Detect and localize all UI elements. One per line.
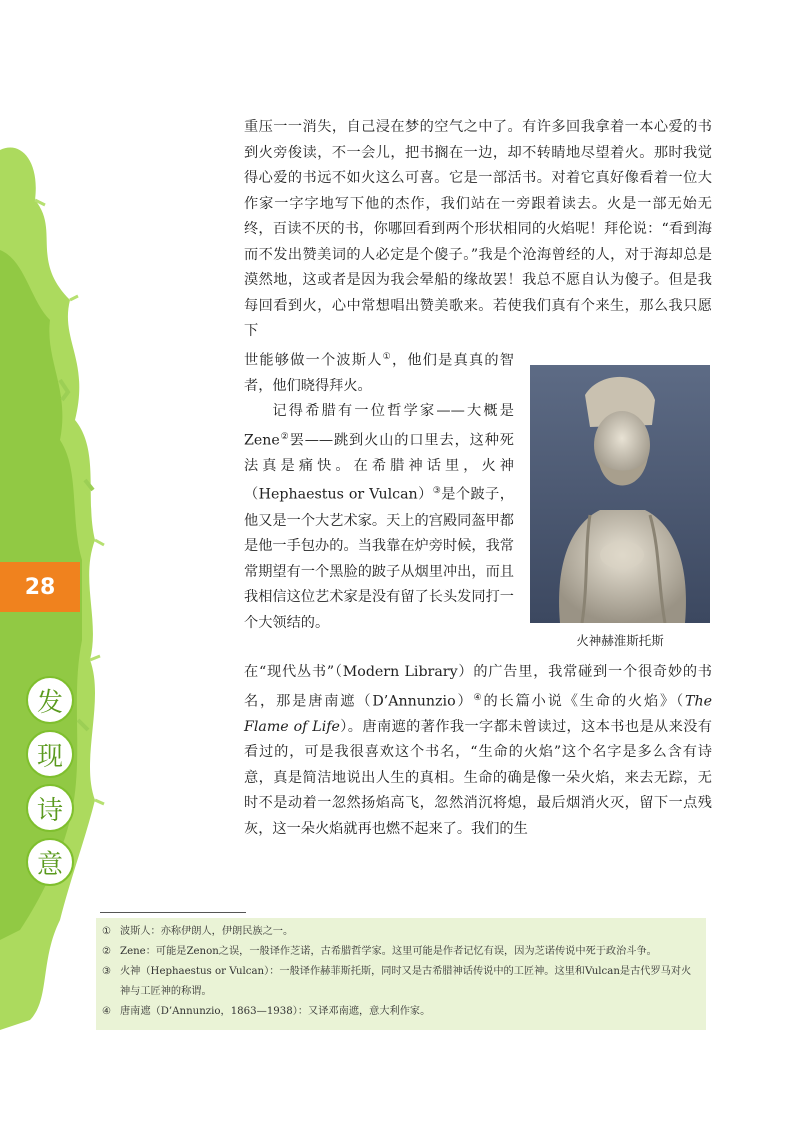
paragraph-3-c: ）。唐南遮的著作我一字都未曾读过，这本书也是从来没有看过的，可是我很喜欢这个书名，“生命的火焰”这个名字是多么含有诗意，真是简洁地说出人生的真相。生命的确是像一朵火焰，来去无踪，无时不是动着一忽然扬焰高飞，忽然消沉将熄，最后烟消火灭，留下一点残灰，这一朵火焰就再也燃不起来了。我们的生 xyxy=(244,718,712,837)
footnote xyxy=(102,1002,700,1022)
paragraph-1-cont-a: 世能够做一个波斯人 xyxy=(244,352,383,369)
footnote xyxy=(102,922,700,942)
page-number-tab xyxy=(0,562,80,612)
footnote-ref-3[interactable]: ③ xyxy=(432,486,442,497)
paragraph-1-cont-b: ，他们是真真的智者，他们晓得拜火。 xyxy=(244,352,514,394)
section-title-char: 现 xyxy=(26,730,74,778)
footnote-text: Zene：可能是Zenon之误，一般译作芝诺，古希腊哲学家。这里可能是作者记忆有误，因为芝诺传说中死于政治斗争。 xyxy=(120,946,657,957)
body-text-bottom xyxy=(244,660,712,842)
paragraph-3 xyxy=(244,660,712,842)
paragraph-2 xyxy=(244,399,514,636)
footnote-divider xyxy=(100,912,246,913)
paragraph-3-b: 的长篇小说《生命的火焰》（ xyxy=(483,693,685,710)
statue-photo xyxy=(530,365,710,623)
footnote-mark: ② xyxy=(102,946,112,957)
section-title-vertical xyxy=(20,676,82,892)
footnote-ref-2[interactable]: ② xyxy=(279,431,290,442)
footnote-text: 波斯人：亦称伊朗人，伊朗民族之一。 xyxy=(120,926,294,937)
page-number: 28 xyxy=(24,574,56,600)
book-title-english: The Flame of Life xyxy=(244,693,712,735)
paragraph-1-continued xyxy=(244,345,514,400)
footnote-mark: ③ xyxy=(102,966,112,977)
footnote xyxy=(102,942,700,962)
footnote-ref-4[interactable]: ④ xyxy=(473,692,484,703)
footnote-text: 火神（Hephaestus or Vulcan）：一般译作赫菲斯托斯，同时又是古希腊神话传说中的工匠神。这里和Vulcan是古代罗马对火神与工匠神的称谓。 xyxy=(120,966,692,997)
paragraph-2-c: 是个跛子，他又是一个大艺术家。天上的宫殿同盔甲都是他一手包办的。当我靠在炉旁时候，我常常期望有一个黑脸的跛子从烟里冲出，而且我相信这位艺术家是没有留了长头发同打一个大领结的。 xyxy=(244,487,514,631)
footnote-text: 唐南遮（D’Annunzio，1863—1938）：又译邓南遮，意大利作家。 xyxy=(120,1006,431,1017)
figure-caption: 火神赫淮斯托斯 xyxy=(576,633,664,648)
paragraph-3-a: 在“现代丛书”（Modern Library）的广告里，我常碰到一个很奇妙的书名，那是唐南遮（D’Annunzio） xyxy=(244,664,712,710)
footnote xyxy=(102,962,700,1002)
footnote-mark: ④ xyxy=(102,1006,112,1017)
paragraph-2-b: 罢——跳到火山的口里去，这种死法真是痛快。在希腊神话里，火神（Hephaestus or Vulcan） xyxy=(244,432,514,504)
section-title-char: 发 xyxy=(26,676,74,724)
paragraph-1 xyxy=(244,115,712,345)
footnotes-box xyxy=(96,918,706,1030)
footnote-ref-1[interactable]: ① xyxy=(382,351,392,362)
section-title-char: 意 xyxy=(26,838,74,886)
paragraph-2-a: 记得希腊有一位哲学家——大概是Zene xyxy=(244,403,514,449)
paragraph-1-text: 重压一一消失，自己浸在梦的空气之中了。有许多回我拿着一本心爱的书到火旁俊读，不一会儿，把书搁在一边，却不转睛地尽望着火。那时我觉得心爱的书远不如火这么可喜。它是一部活书。对着它真好像看着一位大作家一字字地写下他的杰作，我们站在一旁跟着读去。火是一部无始无终，百读不厌的书，你哪回看到两个形状相同的火焰呢！拜伦说：“看到海而不发出赞美词的人必定是个傻子。”我是个沧海曾经的人，对于海却总是漠然地，这或者是因为我会晕船的缘故罢！我总不愿自认为傻子。但是我每回看到火，心中常想唱出赞美歌来。若使我们真有个来生，那么我只愿下 xyxy=(244,119,712,339)
footnote-mark: ① xyxy=(102,926,112,937)
figure-hephaestus xyxy=(530,365,710,649)
section-title-char: 诗 xyxy=(26,784,74,832)
